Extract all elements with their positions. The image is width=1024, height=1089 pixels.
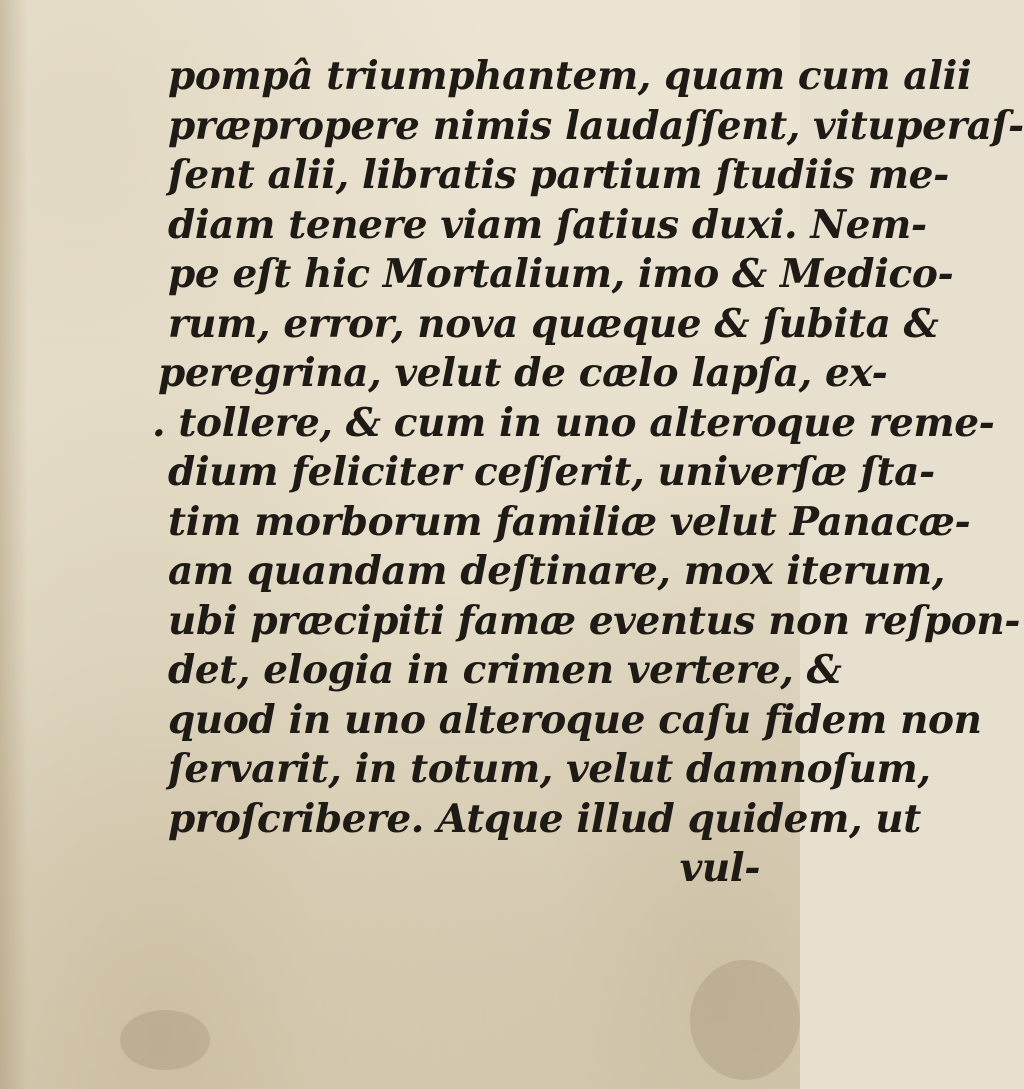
- text-line: quod in uno alteroque caſu fidem non: [168, 696, 982, 743]
- text-line: dium feliciter ceſſerit, univerſæ ſta-: [168, 449, 935, 495]
- text-line: am quandam deſtinare, mox iterum,: [168, 548, 945, 594]
- text-line: ſervarit, in totum, velut damnoſum,: [168, 746, 931, 792]
- text-line: peregrina, velut de cælo lapſa, ex-: [158, 350, 888, 396]
- text-line: rum, error, nova quæque & ſubita &: [168, 300, 939, 347]
- catchword: vul-: [679, 845, 760, 891]
- text-line: ubi præcipiti famæ eventus non reſpon-: [168, 597, 1021, 644]
- paper-stain: [690, 960, 800, 1080]
- text-line: ſent alii, libratis partium ſtudiis me-: [168, 152, 949, 198]
- page-gutter-shadow: [0, 0, 28, 1089]
- paper-stain: [120, 1010, 210, 1070]
- text-line: det, elogia in crimen vertere, &: [168, 647, 842, 693]
- latin-text-body: [152, 52, 1024, 894]
- text-line: præpropere nimis laudaſſent, vituperaſ-: [168, 102, 1024, 149]
- text-line: pompâ triumphantem, quam cum alii: [168, 53, 972, 99]
- text-line: . tollere, & cum in uno alteroque reme-: [152, 399, 995, 446]
- text-line: tim morborum familiæ velut Panacæ-: [168, 498, 971, 545]
- text-line: proſcribere. Atque illud quidem, ut: [168, 795, 921, 842]
- text-line: diam tenere viam ſatius duxi. Nem-: [168, 201, 927, 248]
- text-line: pe eſt hic Mortalium, imo & Medico-: [168, 251, 954, 297]
